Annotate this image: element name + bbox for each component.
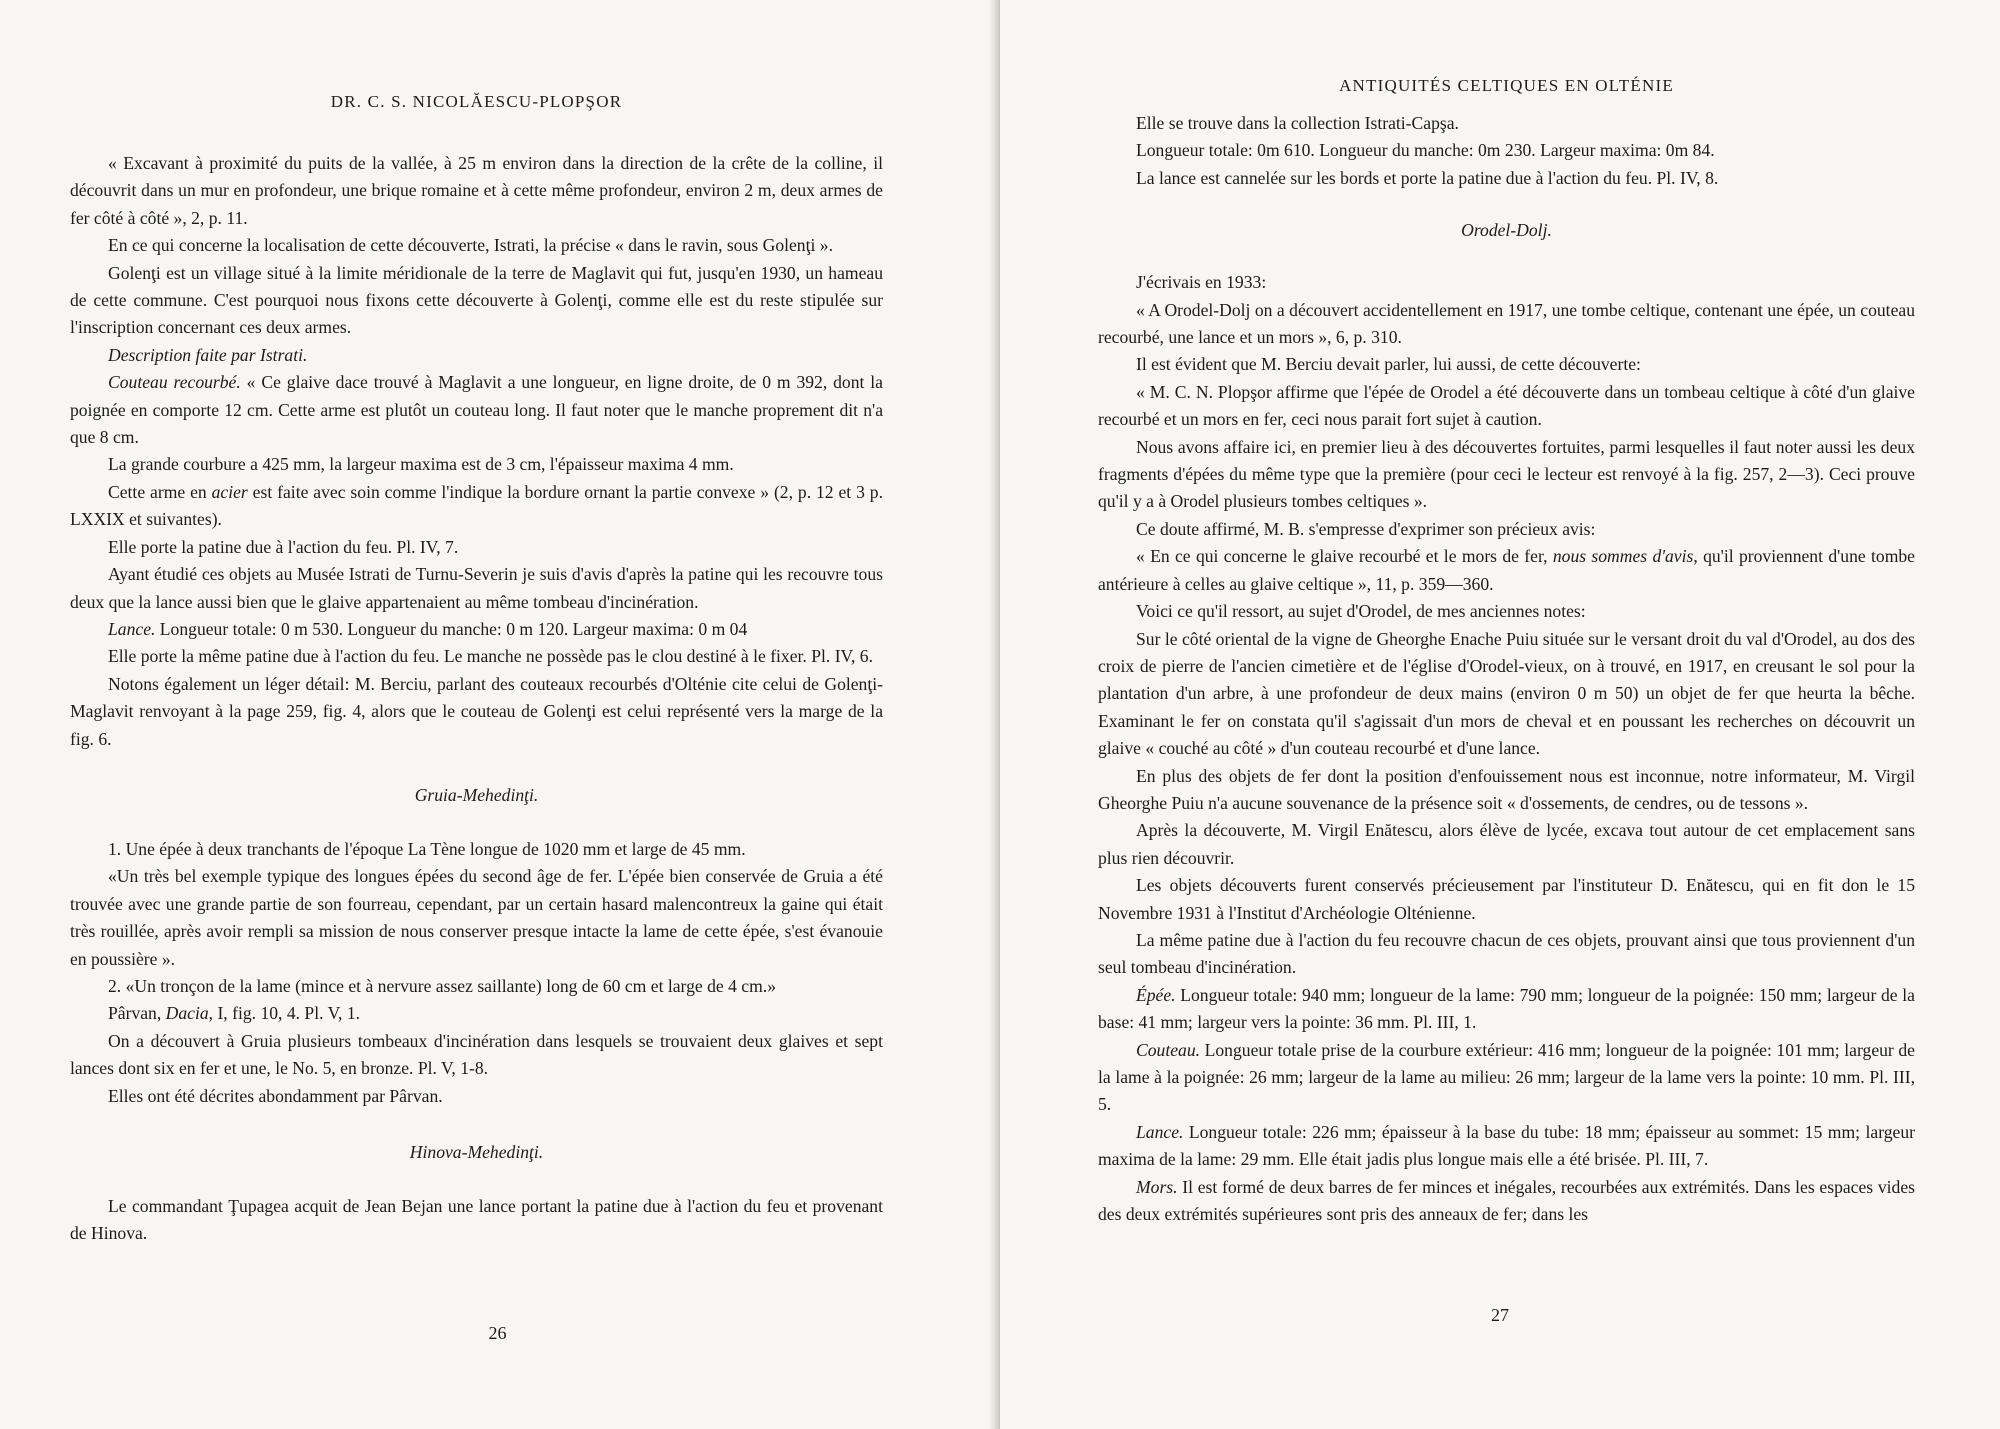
paragraph (70, 342, 883, 369)
paragraph (70, 369, 883, 451)
paragraph-text: «Un très bel exemple typique des longues épées du second âge de fer. L'épée bien conservée de Gruia a été trouvée avec une grande partie de son fourreau, cependant, par un certain hasard malencontreux la gaine qui était très rouillée, après avoir rempli sa mission de nous conserver presque intacte la lame de cette épée, s'est évanouie en poussière ». (70, 866, 883, 969)
paragraph-text: Longueur totale prise de la courbure extérieur: 416 mm; longueur de la poignée: 101 mm; largeur de la lame à la poignée: 26 mm; largeur de la lame au milieu: 26 mm; largeur de la lame vers la pointe: 10 mm. Pl. III, 5. (1098, 1039, 1915, 1115)
paragraph (70, 260, 883, 342)
paragraph-text: , I, fig. 10, 4. Pl. V, 1. (208, 1003, 361, 1024)
paragraph (1098, 516, 1915, 543)
paragraph-text: Sur le côté oriental de la vigne de Gheorghe Enache Puiu située sur le versant droit du val d'Orodel, au dos des croix de pierre de l'ancien cimetière et de l'église d'Orodel-vieux, on à trouvé, en 1917, en creusant le sol pour la plantation d'un arbre, à une profondeur de deux mains (environ 0 m 50) un objet de fer que heurta la bêche. Examinant le fer on constata qu'il s'agissait d'un mors de cheval et en poussant les recherches on découvrit un glaive « couché au côté » d'un couteau recourbé et d'une lance. (1098, 628, 1915, 759)
paragraph (1098, 110, 1915, 137)
italic-term: nous sommes d'avis (1552, 546, 1694, 567)
paragraph-text: Longueur totale: 0 m 530. Longueur du manche: 0 m 120. Largeur maxima: 0 m 04 (155, 618, 748, 639)
paragraph-text: « A Orodel-Dolj on a découvert accidentellement en 1917, une tombe celtique, contenant une épée, un couteau recourbé, une lance et un mors », 6, p. 310. (1098, 299, 1915, 348)
paragraph-text: Longueur totale: 0m 610. Longueur du manche: 0m 230. Largeur maxima: 0m 84. (1136, 140, 1715, 161)
paragraph (1098, 434, 1915, 516)
paragraph (70, 150, 883, 232)
running-head: ANTIQUITÉS CELTIQUES EN OLTÉNIE (1339, 76, 1674, 95)
paragraph-text: 1. Une épée à deux tranchants de l'époque La Tène longue de 1020 mm et large de 45 mm. (108, 838, 746, 859)
page-number: 27 (1491, 1305, 1509, 1325)
italic-term: Épée. (1136, 984, 1176, 1005)
paragraph (1098, 817, 1915, 872)
paragraph-text: Notons également un léger détail: M. Berciu, parlant des couteaux recourbés d'Olténie cite celui de Golenţi-Maglavit renvoyant à la page 259, fig. 4, alors que le couteau de Golenţi est celui représenté vers la marge de la fig. 6. (70, 673, 883, 749)
paragraph-text: La lance est cannelée sur les bords et porte la patine due à l'action du feu. Pl. IV, 8. (1136, 167, 1719, 188)
italic-term: Dacia (165, 1003, 209, 1024)
paragraph (70, 836, 883, 863)
paragraph-text: Nous avons affaire ici, en premier lieu à des découvertes fortuites, parmi lesquelles il faut noter aussi les deux fragments d'épées du même type que la première (pour ceci le lecteur est renvoyé à la fig. 257, 2—3). Ceci prouve qu'il y a à Orodel plusieurs tombes celtiques ». (1098, 436, 1915, 512)
paragraph-text: En ce qui concerne la localisation de cette découverte, Istrati, la précise « dans le ravin, sous Golenţi ». (108, 235, 833, 256)
paragraph-text: La même patine due à l'action du feu recouvre chacun de ces objets, prouvant ainsi que tous proviennent d'un seul tombeau d'incinération. (1098, 929, 1915, 978)
italic-term: Lance. (1136, 1121, 1184, 1142)
paragraph (70, 1083, 883, 1110)
paragraph-text-pre: Cette arme en (108, 481, 212, 502)
paragraph-text: Les objets découverts furent conservés précieusement par l'instituteur D. Enătescu, qui en fit don le 15 Novembre 1931 à l'Institut d'Archéologie Olténienne. (1098, 875, 1915, 923)
paragraph-text: Ayant étudié ces objets au Musée Istrati de Turnu-Severin je suis d'avis d'après la patine qui les recouvre tous deux que la lance aussi bien que le glaive appartenaient au même tombeau d'incinération. (70, 564, 883, 612)
paragraph (1098, 379, 1915, 434)
paragraph (1098, 626, 1915, 763)
paragraph-text: est faite avec soin comme l'indique la bordure ornant la partie convexe » (2, p. 12 et 3 p. LXXIX et suivantes). (70, 481, 883, 530)
paragraph (1098, 763, 1915, 818)
paragraph (1098, 543, 1915, 598)
paragraph (70, 1193, 883, 1248)
paragraph (1098, 872, 1915, 927)
paragraph (70, 643, 883, 670)
paragraph (1098, 165, 1915, 192)
right-page (1000, 0, 2000, 1429)
paragraph (1098, 598, 1915, 625)
paragraph (70, 616, 883, 643)
paragraph-text: On a découvert à Gruia plusieurs tombeaux d'incinération dans lesquels se trouvaient deux glaives et sept lances dont six en fer et une, le No. 5, en bronze. Pl. V, 1-8. (70, 1030, 883, 1079)
paragraph-text: Elle porte la même patine due à l'action du feu. Le manche ne possède pas le clou destiné à le fixer. Pl. IV, 6. (108, 646, 873, 667)
paragraph (70, 1028, 883, 1083)
paragraph-text: En plus des objets de fer dont la position d'enfouissement nous est inconnue, notre informateur, M. Virgil Gheorghe Puiu n'a aucune souvenance de la présence soit « d'ossements, de cendres, ou de tessons ». (1098, 765, 1915, 813)
paragraph-text: Golenţi est un village situé à la limite méridionale de la terre de Maglavit qui fut, jusqu'en 1930, un hameau de cette commune. C'est pourquoi nous fixons cette découverte à Golenţi, comme elle est du reste stipulée sur l'inscription concernant ces deux armes. (70, 262, 883, 338)
paragraph-text: La grande courbure a 425 mm, la largeur maxima est de 3 cm, l'épaisseur maxima 4 mm. (108, 454, 734, 475)
paragraph-text: Longueur totale: 226 mm; épaisseur à la base du tube: 18 mm; épaisseur au sommet: 15 mm; largeur maxima de la lame: 29 mm. Elle était jadis plus longue mais elle a été brisée. Pl. III, 7. (1098, 1121, 1915, 1170)
paragraph (70, 534, 883, 561)
paragraph (70, 451, 883, 478)
paragraph (70, 232, 883, 259)
paragraph-text: Après la découverte, M. Virgil Enătescu, alors élève de lycée, excava tout autour de cet emplacement sans plus rien découvrir. (1098, 820, 1915, 868)
paragraph-text: Elle porte la patine due à l'action du feu. Pl. IV, 7. (108, 536, 459, 557)
paragraph (1098, 982, 1915, 1037)
paragraph (70, 973, 883, 1000)
paragraph-text: Ce doute affirmé, M. B. s'empresse d'exprimer son précieux avis: (1136, 518, 1596, 539)
paragraph-text: J'écrivais en 1933: (1136, 272, 1267, 293)
section-heading: Hinova-Mehedinţi. (409, 1142, 544, 1162)
paragraph-text: « Ce glaive dace trouvé à Maglavit a une longueur, en ligne droite, de 0 m 392, dont la poignée en comporte 12 cm. Cette arme est plutôt un couteau long. Il faut noter que le manche proprement dit n'a que 8 cm. (70, 372, 883, 448)
page-body (70, 150, 883, 1248)
italic-term: Couteau recourbé. (108, 372, 241, 393)
paragraph-text-pre: « En ce qui concerne le glaive recourbé et le mors de fer, (1136, 546, 1553, 567)
paragraph-text: Elle se trouve dans la collection Istrati-Capşa. (1136, 113, 1459, 133)
running-head: DR. C. S. NICOLĂESCU-PLOPŞOR (330, 92, 623, 111)
paragraph (1098, 1174, 1915, 1229)
page-number: 26 (488, 1323, 507, 1343)
paragraph-text: Longueur totale: 940 mm; longueur de la lame: 790 mm; longueur de la poignée: 150 mm; largeur de la base: 41 mm; largeur vers la pointe: 36 mm. Pl. III, 1. (1098, 984, 1915, 1033)
paragraph (1098, 269, 1915, 296)
paragraph-text: « Excavant à proximité du puits de la vallée, à 25 m environ dans la direction de la crête de la colline, il découvrit dans un mur en profondeur, une brique romaine et à cette même profondeur, environ 2 m, deux armes de fer côté à côté », 2, p. 11. (70, 153, 883, 228)
left-page (0, 0, 995, 1429)
section-heading: Orodel-Dolj. (1461, 220, 1552, 241)
paragraph (70, 671, 883, 753)
italic-term: acier (211, 481, 248, 502)
paragraph-text: Voici ce qu'il ressort, au sujet d'Orodel, de mes anciennes notes: (1136, 601, 1586, 622)
paragraph-text-pre: Pârvan, (108, 1003, 166, 1024)
section-heading: Gruia-Mehedinţi. (414, 784, 539, 805)
paragraph (1098, 1037, 1915, 1119)
italic-term: Couteau. (1136, 1039, 1201, 1060)
paragraph-text: Elles ont été décrites abondamment par Pârvan. (108, 1085, 443, 1106)
paragraph (70, 479, 883, 534)
paragraph (1098, 297, 1915, 352)
paragraph (1098, 927, 1915, 982)
italic-term: Description faite par Istrati. (108, 344, 308, 365)
paragraph (1098, 351, 1915, 378)
paragraph (70, 561, 883, 616)
italic-term: Mors. (1136, 1176, 1178, 1197)
paragraph (1098, 137, 1915, 164)
paragraph (70, 1000, 883, 1027)
paragraph (70, 863, 883, 973)
paragraph-text: « M. C. N. Plopşor affirme que l'épée de Orodel a été découverte dans un tombeau celtique à côté d'un glaive recourbé et un mors en fer, ceci nous parait fort sujet à caution. (1098, 381, 1915, 430)
italic-term: Lance. (108, 618, 156, 639)
paragraph (1098, 1119, 1915, 1174)
paragraph-text: , qu'il proviennent d'une tombe antérieure à celles au glaive celtique », 11, p. 359—360. (1098, 546, 1915, 594)
paragraph-text: Le commandant Ţupagea acquit de Jean Bejan une lance portant la patine due à l'action du feu et provenant de Hinova. (70, 1196, 883, 1244)
paragraph-text: Il est formé de deux barres de fer minces et inégales, recourbées aux extrémités. Dans les espaces vides des deux extrémités supérieures sont pris des anneaux de fer; dans les (1098, 1176, 1915, 1225)
page-body (1098, 110, 1915, 1228)
paragraph-text: 2. «Un tronçon de la lame (mince et à nervure assez saillante) long de 60 cm et large de 4 cm.» (108, 975, 776, 996)
paragraph-text: Il est évident que M. Berciu devait parler, lui aussi, de cette découverte: (1136, 354, 1641, 375)
